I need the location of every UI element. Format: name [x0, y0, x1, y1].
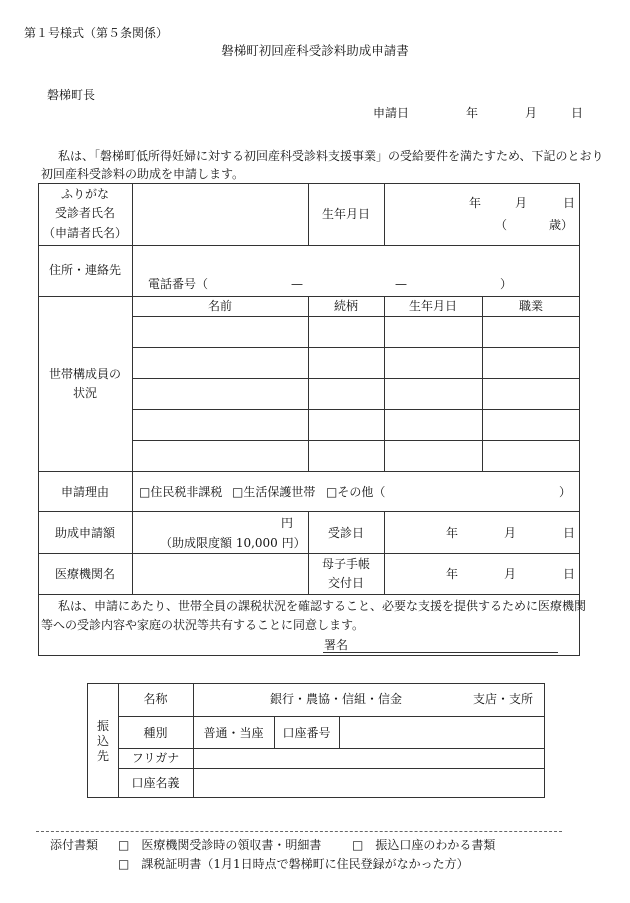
account-number-field[interactable]	[340, 717, 544, 747]
age-unit: 歳）	[549, 218, 574, 232]
date-label: 申請日	[373, 106, 410, 120]
branch-label: 支店・支所	[473, 692, 534, 706]
col-header-relation: 続柄	[333, 299, 358, 313]
phone-label: 電話番号（	[148, 277, 209, 291]
birthdate-label: 生年月日	[321, 207, 370, 221]
handbook-label-1: 母子手帳	[321, 557, 370, 571]
reason-other-close: ）	[559, 485, 572, 499]
visit-year-unit: 年	[446, 526, 459, 540]
handbook-label-2: 交付日	[327, 576, 364, 590]
holder-furigana-field[interactable]	[194, 749, 544, 767]
household-label-1: 世帯構成員の	[48, 367, 121, 381]
col-header-birthdate: 生年月日	[408, 299, 457, 313]
visit-date-label: 受診日	[327, 526, 364, 540]
date-day-unit: 日	[571, 106, 584, 120]
applicant-name-label: （申請者氏名）	[42, 226, 127, 240]
date-year-unit: 年	[466, 106, 479, 120]
furigana-kana-label: フリガナ	[131, 751, 180, 765]
birth-year-unit: 年	[469, 196, 482, 210]
addressee: 磐梯町長	[47, 88, 96, 102]
reason-label: 申請理由	[60, 485, 109, 499]
household-label-2: 状況	[72, 386, 97, 400]
intro-line-2: 初回産科受診料の助成を申請します。	[41, 167, 245, 181]
reason-other-checkbox[interactable]: □その他（	[326, 485, 386, 499]
account-type-label: 種別	[143, 726, 168, 740]
institution-label: 医療機関名	[54, 567, 115, 581]
attachment-tax-certificate-checkbox[interactable]: □ 課税証明書（1月1日時点で磐梯町に住民登録がなかった方）	[118, 857, 469, 871]
document-title: 磐梯町初回産科受診料助成申請書	[221, 43, 409, 58]
signature-label: 署名	[324, 638, 349, 652]
birth-day-unit: 日	[563, 196, 576, 210]
household-row[interactable]	[133, 410, 579, 439]
visit-month-unit: 月	[504, 526, 517, 540]
recipient-name-field[interactable]	[133, 184, 307, 244]
intro-line-1: 私は、「磐梯町低所得妊婦に対する初回産科受診料支援事業」の受給要件を満たすため、下記のとおり	[58, 149, 604, 163]
form-number: 第１号様式（第５条関係）	[24, 26, 169, 40]
reason-welfare-checkbox[interactable]: □生活保護世帯	[232, 485, 316, 499]
phone-dash-2: —	[395, 277, 407, 291]
signature-line[interactable]	[323, 652, 558, 653]
account-holder-label: 口座名義	[131, 776, 180, 790]
consent-line-2: 等への受診内容や家庭の状況等共有することに同意します。	[41, 618, 365, 632]
age-open: （	[495, 218, 508, 232]
visit-day-unit: 日	[563, 526, 576, 540]
household-row[interactable]	[133, 348, 579, 377]
attachment-receipt-checkbox[interactable]: □ 医療機関受診時の領収書・明細書	[118, 838, 322, 852]
account-holder-field[interactable]	[194, 769, 544, 797]
bank-section-label: 振込先	[96, 719, 109, 763]
col-header-name: 名前	[207, 299, 232, 313]
yen-unit: 円	[281, 516, 294, 530]
account-number-label: 口座番号	[282, 726, 331, 740]
visit-date-field[interactable]	[385, 512, 579, 552]
bank-type-options: 銀行・農協・信組・信金	[270, 692, 403, 706]
household-row[interactable]	[133, 379, 579, 408]
phone-dash-1: —	[291, 277, 303, 291]
phone-close: ）	[500, 277, 513, 291]
col-header-occupation: 職業	[518, 299, 543, 313]
handbook-date-field[interactable]	[385, 554, 579, 593]
household-row[interactable]	[133, 441, 579, 470]
household-row[interactable]	[133, 317, 579, 346]
consent-line-1: 私は、申請にあたり、世帯全員の課税状況を確認すること、必要な支援を提供するために医療機関	[58, 599, 587, 613]
birthdate-field[interactable]	[385, 184, 579, 244]
amount-label: 助成申請額	[54, 526, 115, 540]
attachment-account-checkbox[interactable]: □ 振込口座のわかる書類	[352, 838, 496, 852]
institution-field[interactable]	[133, 554, 307, 593]
attachments-label: 添付書類	[50, 838, 99, 852]
amount-limit: （助成限度額 10,000 円）	[160, 536, 306, 550]
handbook-year-unit: 年	[446, 567, 459, 581]
handbook-day-unit: 日	[563, 567, 576, 581]
address-label: 住所・連絡先	[48, 263, 121, 277]
furigana-label: ふりがな	[60, 187, 109, 201]
recipient-name-label: 受診者氏名	[54, 206, 115, 220]
date-month-unit: 月	[525, 106, 538, 120]
handbook-month-unit: 月	[504, 567, 517, 581]
reason-tax-exempt-checkbox[interactable]: □住民税非課税	[139, 485, 223, 499]
birth-month-unit: 月	[515, 196, 528, 210]
bank-name-label: 名称	[143, 692, 168, 706]
address-field[interactable]	[133, 246, 579, 274]
account-type-options[interactable]: 普通・当座	[203, 726, 264, 740]
separator	[36, 831, 562, 832]
